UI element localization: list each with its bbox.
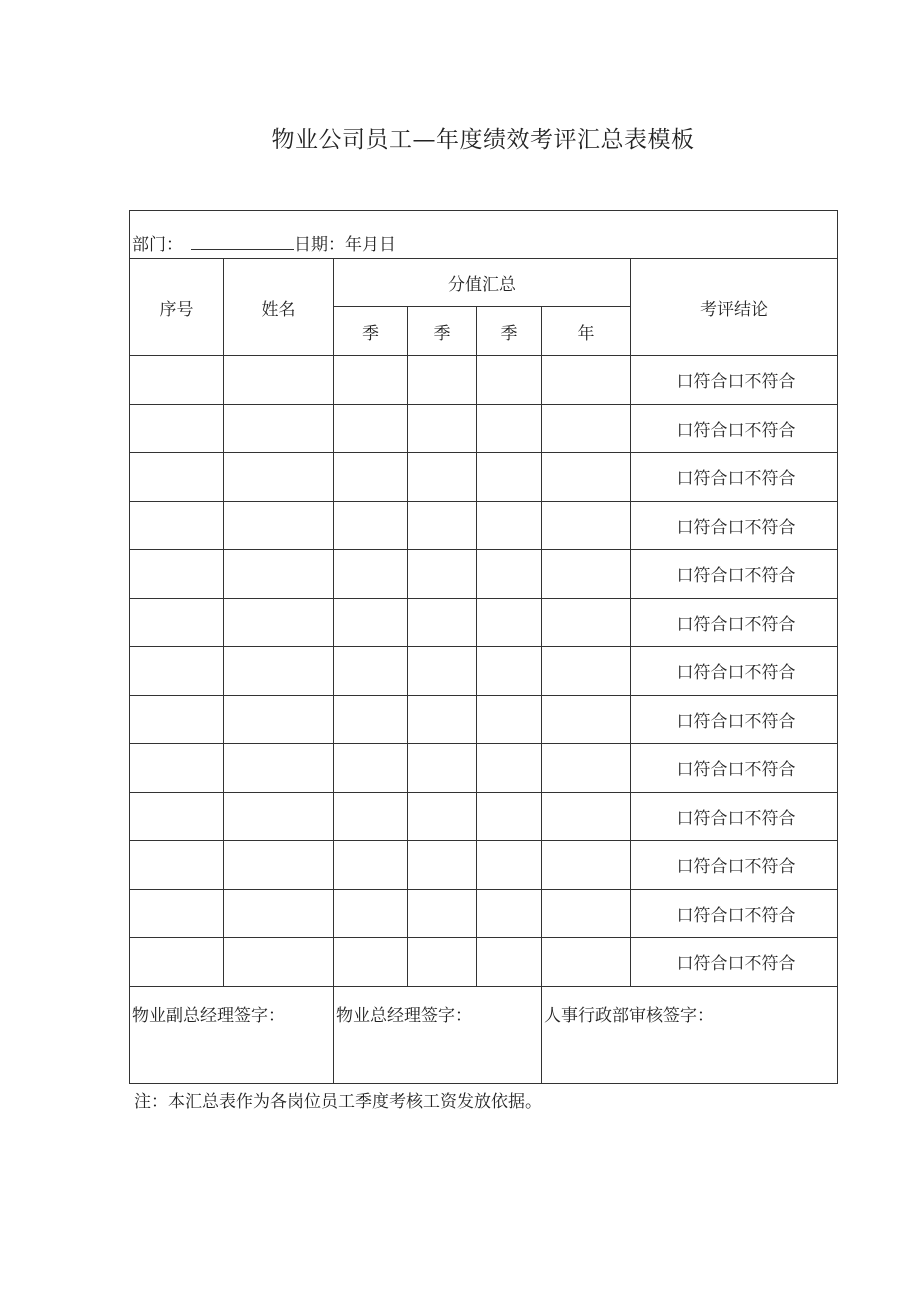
quarter-3-cell[interactable] [477, 889, 542, 938]
conclusion-cell[interactable]: 口符合口不符合 [631, 356, 838, 405]
conclusion-cell[interactable]: 口符合口不符合 [631, 938, 838, 987]
signature-row [130, 986, 838, 1083]
year-cell[interactable] [542, 938, 631, 987]
year-cell[interactable] [542, 792, 631, 841]
quarter-2-cell[interactable] [408, 744, 477, 793]
quarter-3-cell[interactable] [477, 647, 542, 696]
quarter-1-cell[interactable] [334, 404, 408, 453]
name-cell[interactable] [224, 598, 334, 647]
table-row [130, 889, 838, 938]
year-cell[interactable] [542, 453, 631, 502]
serial-cell[interactable] [130, 550, 224, 599]
table-row [130, 550, 838, 599]
year-cell[interactable] [542, 889, 631, 938]
table-row [130, 404, 838, 453]
date-label: 日期：年月日 [294, 235, 396, 255]
year-header: 年 [542, 307, 631, 356]
year-cell[interactable] [542, 501, 631, 550]
table-row [130, 356, 838, 405]
conclusion-cell[interactable]: 口符合口不符合 [631, 695, 838, 744]
header-row-1 [130, 259, 838, 307]
quarter-1-cell[interactable] [334, 695, 408, 744]
score-summary-header: 分值汇总 [334, 259, 631, 307]
quarter-2-cell[interactable] [408, 889, 477, 938]
quarter-2-cell[interactable] [408, 598, 477, 647]
name-cell[interactable] [224, 889, 334, 938]
year-cell[interactable] [542, 356, 631, 405]
table-row [130, 938, 838, 987]
quarter-3-cell[interactable] [477, 550, 542, 599]
quarter-1-cell[interactable] [334, 453, 408, 502]
year-cell[interactable] [542, 744, 631, 793]
name-cell[interactable] [224, 938, 334, 987]
quarter-3-cell[interactable] [477, 404, 542, 453]
quarter-2-header: 季 [408, 307, 477, 356]
conclusion-cell[interactable]: 口符合口不符合 [631, 501, 838, 550]
hr-signature[interactable]: 人事行政部审核签字： [542, 986, 838, 1083]
serial-cell[interactable] [130, 695, 224, 744]
table-row [130, 792, 838, 841]
quarter-3-cell[interactable] [477, 356, 542, 405]
serial-cell[interactable] [130, 598, 224, 647]
name-cell[interactable] [224, 356, 334, 405]
quarter-2-cell[interactable] [408, 356, 477, 405]
conclusion-header: 考评结论 [631, 259, 838, 356]
table-row [130, 501, 838, 550]
gm-signature[interactable]: 物业总经理签字： [334, 986, 542, 1083]
serial-cell[interactable] [130, 938, 224, 987]
name-cell[interactable] [224, 404, 334, 453]
serial-cell[interactable] [130, 841, 224, 890]
table-row [130, 695, 838, 744]
serial-cell[interactable] [130, 647, 224, 696]
serial-cell[interactable] [130, 453, 224, 502]
quarter-1-cell[interactable] [334, 356, 408, 405]
info-cell [130, 211, 838, 259]
quarter-3-cell[interactable] [477, 938, 542, 987]
department-blank-line[interactable] [191, 235, 294, 250]
quarter-1-cell[interactable] [334, 744, 408, 793]
quarter-3-cell[interactable] [477, 792, 542, 841]
quarter-2-cell[interactable] [408, 841, 477, 890]
serial-cell[interactable] [130, 501, 224, 550]
name-cell[interactable] [224, 841, 334, 890]
quarter-1-cell[interactable] [334, 647, 408, 696]
quarter-1-cell[interactable] [334, 841, 408, 890]
table-row [130, 598, 838, 647]
year-cell[interactable] [542, 550, 631, 599]
name-cell[interactable] [224, 501, 334, 550]
table-row [130, 647, 838, 696]
serial-cell[interactable] [130, 889, 224, 938]
quarter-2-cell[interactable] [408, 404, 477, 453]
quarter-2-cell[interactable] [408, 501, 477, 550]
conclusion-cell[interactable]: 口符合口不符合 [631, 550, 838, 599]
department-label: 部门： [132, 235, 183, 255]
footnote: 注：本汇总表作为各岗位员工季度考核工资发放依据。 [134, 1092, 542, 1112]
conclusion-cell[interactable]: 口符合口不符合 [631, 841, 838, 890]
serial-header: 序号 [130, 259, 224, 356]
name-cell[interactable] [224, 550, 334, 599]
year-cell[interactable] [542, 647, 631, 696]
year-cell[interactable] [542, 598, 631, 647]
year-cell[interactable] [542, 404, 631, 453]
name-cell[interactable] [224, 744, 334, 793]
conclusion-cell[interactable]: 口符合口不符合 [631, 744, 838, 793]
serial-cell[interactable] [130, 744, 224, 793]
conclusion-cell[interactable]: 口符合口不符合 [631, 598, 838, 647]
name-cell[interactable] [224, 792, 334, 841]
conclusion-cell[interactable]: 口符合口不符合 [631, 889, 838, 938]
quarter-2-cell[interactable] [408, 453, 477, 502]
serial-cell[interactable] [130, 792, 224, 841]
table-row [130, 841, 838, 890]
table-row [130, 453, 838, 502]
quarter-3-header: 季 [477, 307, 542, 356]
quarter-1-cell[interactable] [334, 792, 408, 841]
deputy-gm-signature[interactable]: 物业副总经理签字： [130, 986, 334, 1083]
name-cell[interactable] [224, 647, 334, 696]
quarter-2-cell[interactable] [408, 647, 477, 696]
quarter-1-cell[interactable] [334, 550, 408, 599]
quarter-2-cell[interactable] [408, 695, 477, 744]
conclusion-cell[interactable]: 口符合口不符合 [631, 404, 838, 453]
conclusion-cell[interactable]: 口符合口不符合 [631, 792, 838, 841]
name-cell[interactable] [224, 453, 334, 502]
conclusion-cell[interactable]: 口符合口不符合 [631, 647, 838, 696]
quarter-3-cell[interactable] [477, 695, 542, 744]
quarter-1-cell[interactable] [334, 938, 408, 987]
quarter-2-cell[interactable] [408, 792, 477, 841]
quarter-2-cell[interactable] [408, 550, 477, 599]
performance-summary-table [129, 210, 838, 1084]
quarter-2-cell[interactable] [408, 938, 477, 987]
year-cell[interactable] [542, 695, 631, 744]
quarter-3-cell[interactable] [477, 501, 542, 550]
quarter-3-cell[interactable] [477, 598, 542, 647]
quarter-3-cell[interactable] [477, 744, 542, 793]
name-header: 姓名 [224, 259, 334, 356]
quarter-3-cell[interactable] [477, 453, 542, 502]
quarter-1-cell[interactable] [334, 598, 408, 647]
serial-cell[interactable] [130, 404, 224, 453]
serial-cell[interactable] [130, 356, 224, 405]
page-title: 物业公司员工—年度绩效考评汇总表模板 [271, 127, 695, 153]
info-row [130, 211, 838, 259]
quarter-1-header: 季 [334, 307, 408, 356]
quarter-1-cell[interactable] [334, 889, 408, 938]
year-cell[interactable] [542, 841, 631, 890]
name-cell[interactable] [224, 695, 334, 744]
conclusion-cell[interactable]: 口符合口不符合 [631, 453, 838, 502]
table-row [130, 744, 838, 793]
quarter-1-cell[interactable] [334, 501, 408, 550]
quarter-3-cell[interactable] [477, 841, 542, 890]
